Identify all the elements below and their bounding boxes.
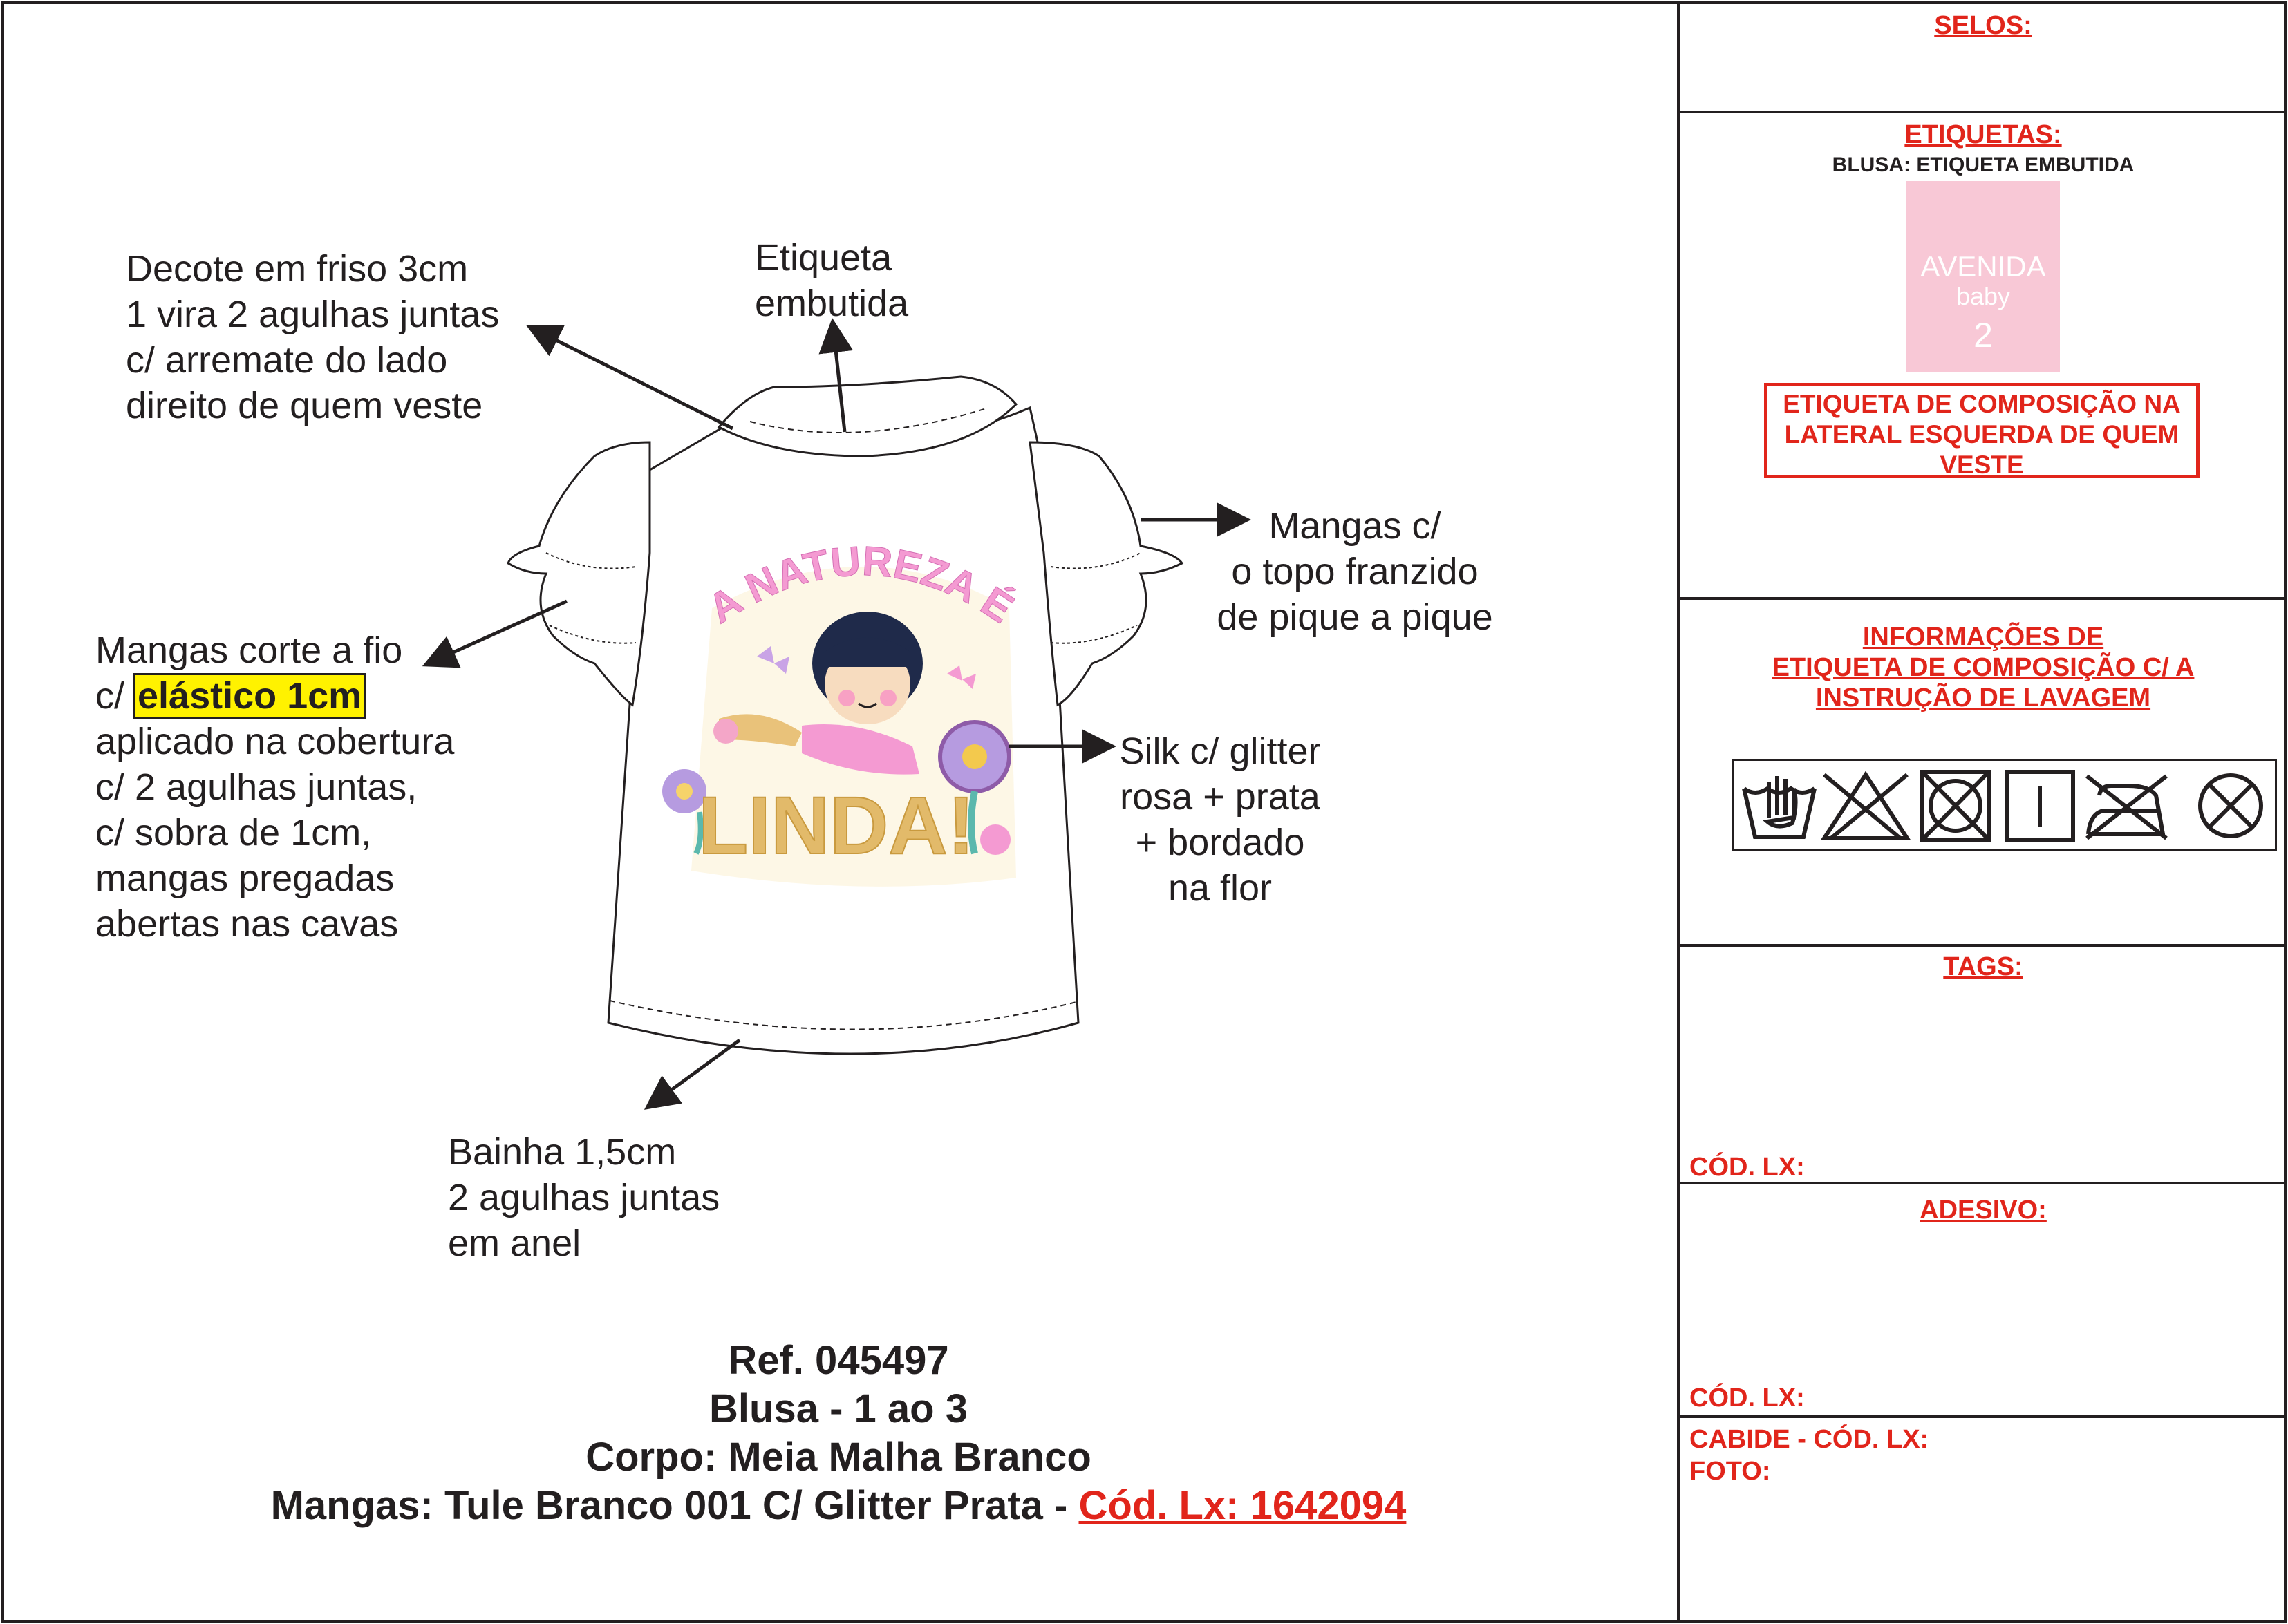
note-neckline: Decote em friso 3cm 1 vira 2 agulhas juntas c/ arremate do lado direito de quem veste — [126, 248, 500, 426]
brand-label: AVENIDA baby 2 — [1906, 181, 2060, 372]
reference-block — [0, 1337, 1677, 1530]
divider-info — [1677, 944, 2287, 947]
ref-code: Ref. 045497 — [728, 1338, 949, 1383]
arrow-hem — [650, 1040, 740, 1106]
info-heading: INFORMAÇÕES DE ETIQUETA DE COMPOSIÇÃO C/ A INSTRUÇÃO DE LAVAGEM — [1772, 623, 2195, 712]
print-arc-text: A NATUREZA É — [700, 537, 1022, 632]
line-dry-icon — [2007, 772, 2073, 840]
foto-label: FOTO: — [1689, 1457, 1771, 1486]
ref-sleeves: Mangas: Tule Branco 001 C/ Glitter Prata - Cód. Lx: 1642094 — [270, 1483, 1407, 1528]
divider-adesivo — [1677, 1415, 2287, 1418]
blusa-label-text: BLUSA: ETIQUETA EMBUTIDA — [1832, 153, 2135, 176]
no-dry-clean-icon — [2200, 775, 2261, 836]
arrow-neck — [532, 328, 733, 428]
no-bleach-icon — [1824, 775, 1907, 838]
ref-sleeves-code: Cód. Lx: 1642094 — [1078, 1483, 1407, 1528]
no-iron-icon — [2087, 776, 2166, 838]
hand-wash-icon — [1744, 776, 1815, 837]
elastic-highlight: elástico 1cm — [135, 675, 364, 717]
note-hem: Bainha 1,5cm 2 agulhas juntas em anel — [448, 1131, 720, 1264]
tags-heading: TAGS: — [1943, 952, 2023, 981]
ref-product: Blusa - 1 ao 3 — [709, 1386, 968, 1431]
divider-selos — [1677, 111, 2287, 113]
composition-note: ETIQUETA DE COMPOSIÇÃO NA LATERAL ESQUERDA DE QUEM VESTE — [1764, 383, 2200, 478]
adesivo-heading: ADESIVO: — [1920, 1196, 2047, 1225]
care-symbols — [1732, 759, 2277, 851]
tags-cod-lx: CÓD. LX: — [1689, 1153, 1805, 1182]
etiquetas-heading: ETIQUETAS: — [1904, 120, 2062, 149]
no-tumble-dry-icon — [1922, 772, 1989, 840]
sleeve-left — [508, 442, 650, 705]
print-main-text: LINDA! — [698, 780, 975, 871]
divider-etiquetas — [1677, 597, 2287, 600]
adesivo-cod-lx: CÓD. LX: — [1689, 1384, 1805, 1413]
selos-heading: SELOS: — [1934, 11, 2032, 40]
note-silk: Silk c/ glitter rosa + prata + bordado na flor — [1119, 730, 1321, 909]
cabide-cod-lx: CABIDE - CÓD. LX: — [1689, 1425, 1929, 1454]
sleeve-right — [1030, 442, 1182, 705]
note-sleeve-top: Mangas c/ o topo franzido de pique a pique — [1217, 505, 1493, 638]
ref-body: Corpo: Meia Malha Branco — [585, 1435, 1091, 1480]
sidebar-divider — [1677, 1, 1680, 1623]
note-sleeve-cut: Mangas corte a fio c/ elástico 1cm aplicado na cobertura c/ 2 agulhas juntas, c/ sobra de 1cm, mangas pregadas abertas nas cavas — [95, 630, 455, 945]
note-label: Etiqueta embutida — [755, 237, 909, 324]
print-artwork — [662, 538, 1022, 887]
